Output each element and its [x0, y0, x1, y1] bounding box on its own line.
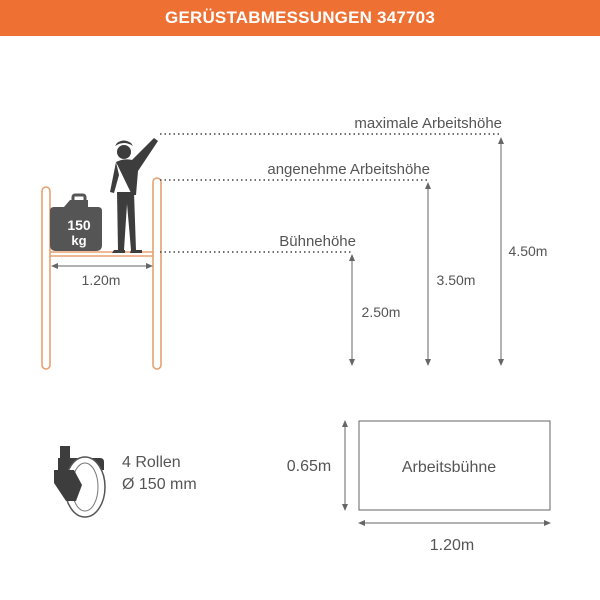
wheel-count: 4 Rollen: [122, 454, 181, 471]
comfort-height-value: 3.50m: [436, 272, 476, 288]
comfort-height-dimension: [160, 161, 475, 366]
header-title: GERÜSTABMESSUNGEN 347703: [165, 8, 435, 27]
platform-depth: 0.65m: [286, 458, 332, 475]
platform-plan: [287, 420, 551, 554]
platform-height-label: Bühnehöhe: [279, 233, 356, 250]
weight-icon: [50, 195, 102, 251]
scaffold-width-label: 1.20m: [81, 272, 121, 288]
comfort-height-label: angenehme Arbeitshöhe: [267, 161, 430, 178]
weight-unit: kg: [71, 233, 87, 248]
worker-icon: [110, 138, 158, 253]
max-height-label: maximale Arbeitshöhe: [354, 115, 502, 132]
caster-wheel-icon: [48, 446, 105, 517]
platform-name: Arbeitsbühne: [401, 459, 497, 476]
wheel-diameter: Ø 150 mm: [122, 476, 197, 493]
max-height-value: 4.50m: [508, 243, 548, 259]
platform-height-dimension: [160, 233, 400, 366]
platform-height-value: 2.50m: [361, 304, 401, 320]
weight-value: 150: [67, 217, 91, 233]
scaffold-width-dimension: [51, 263, 153, 288]
platform-length: 1.20m: [429, 537, 475, 554]
